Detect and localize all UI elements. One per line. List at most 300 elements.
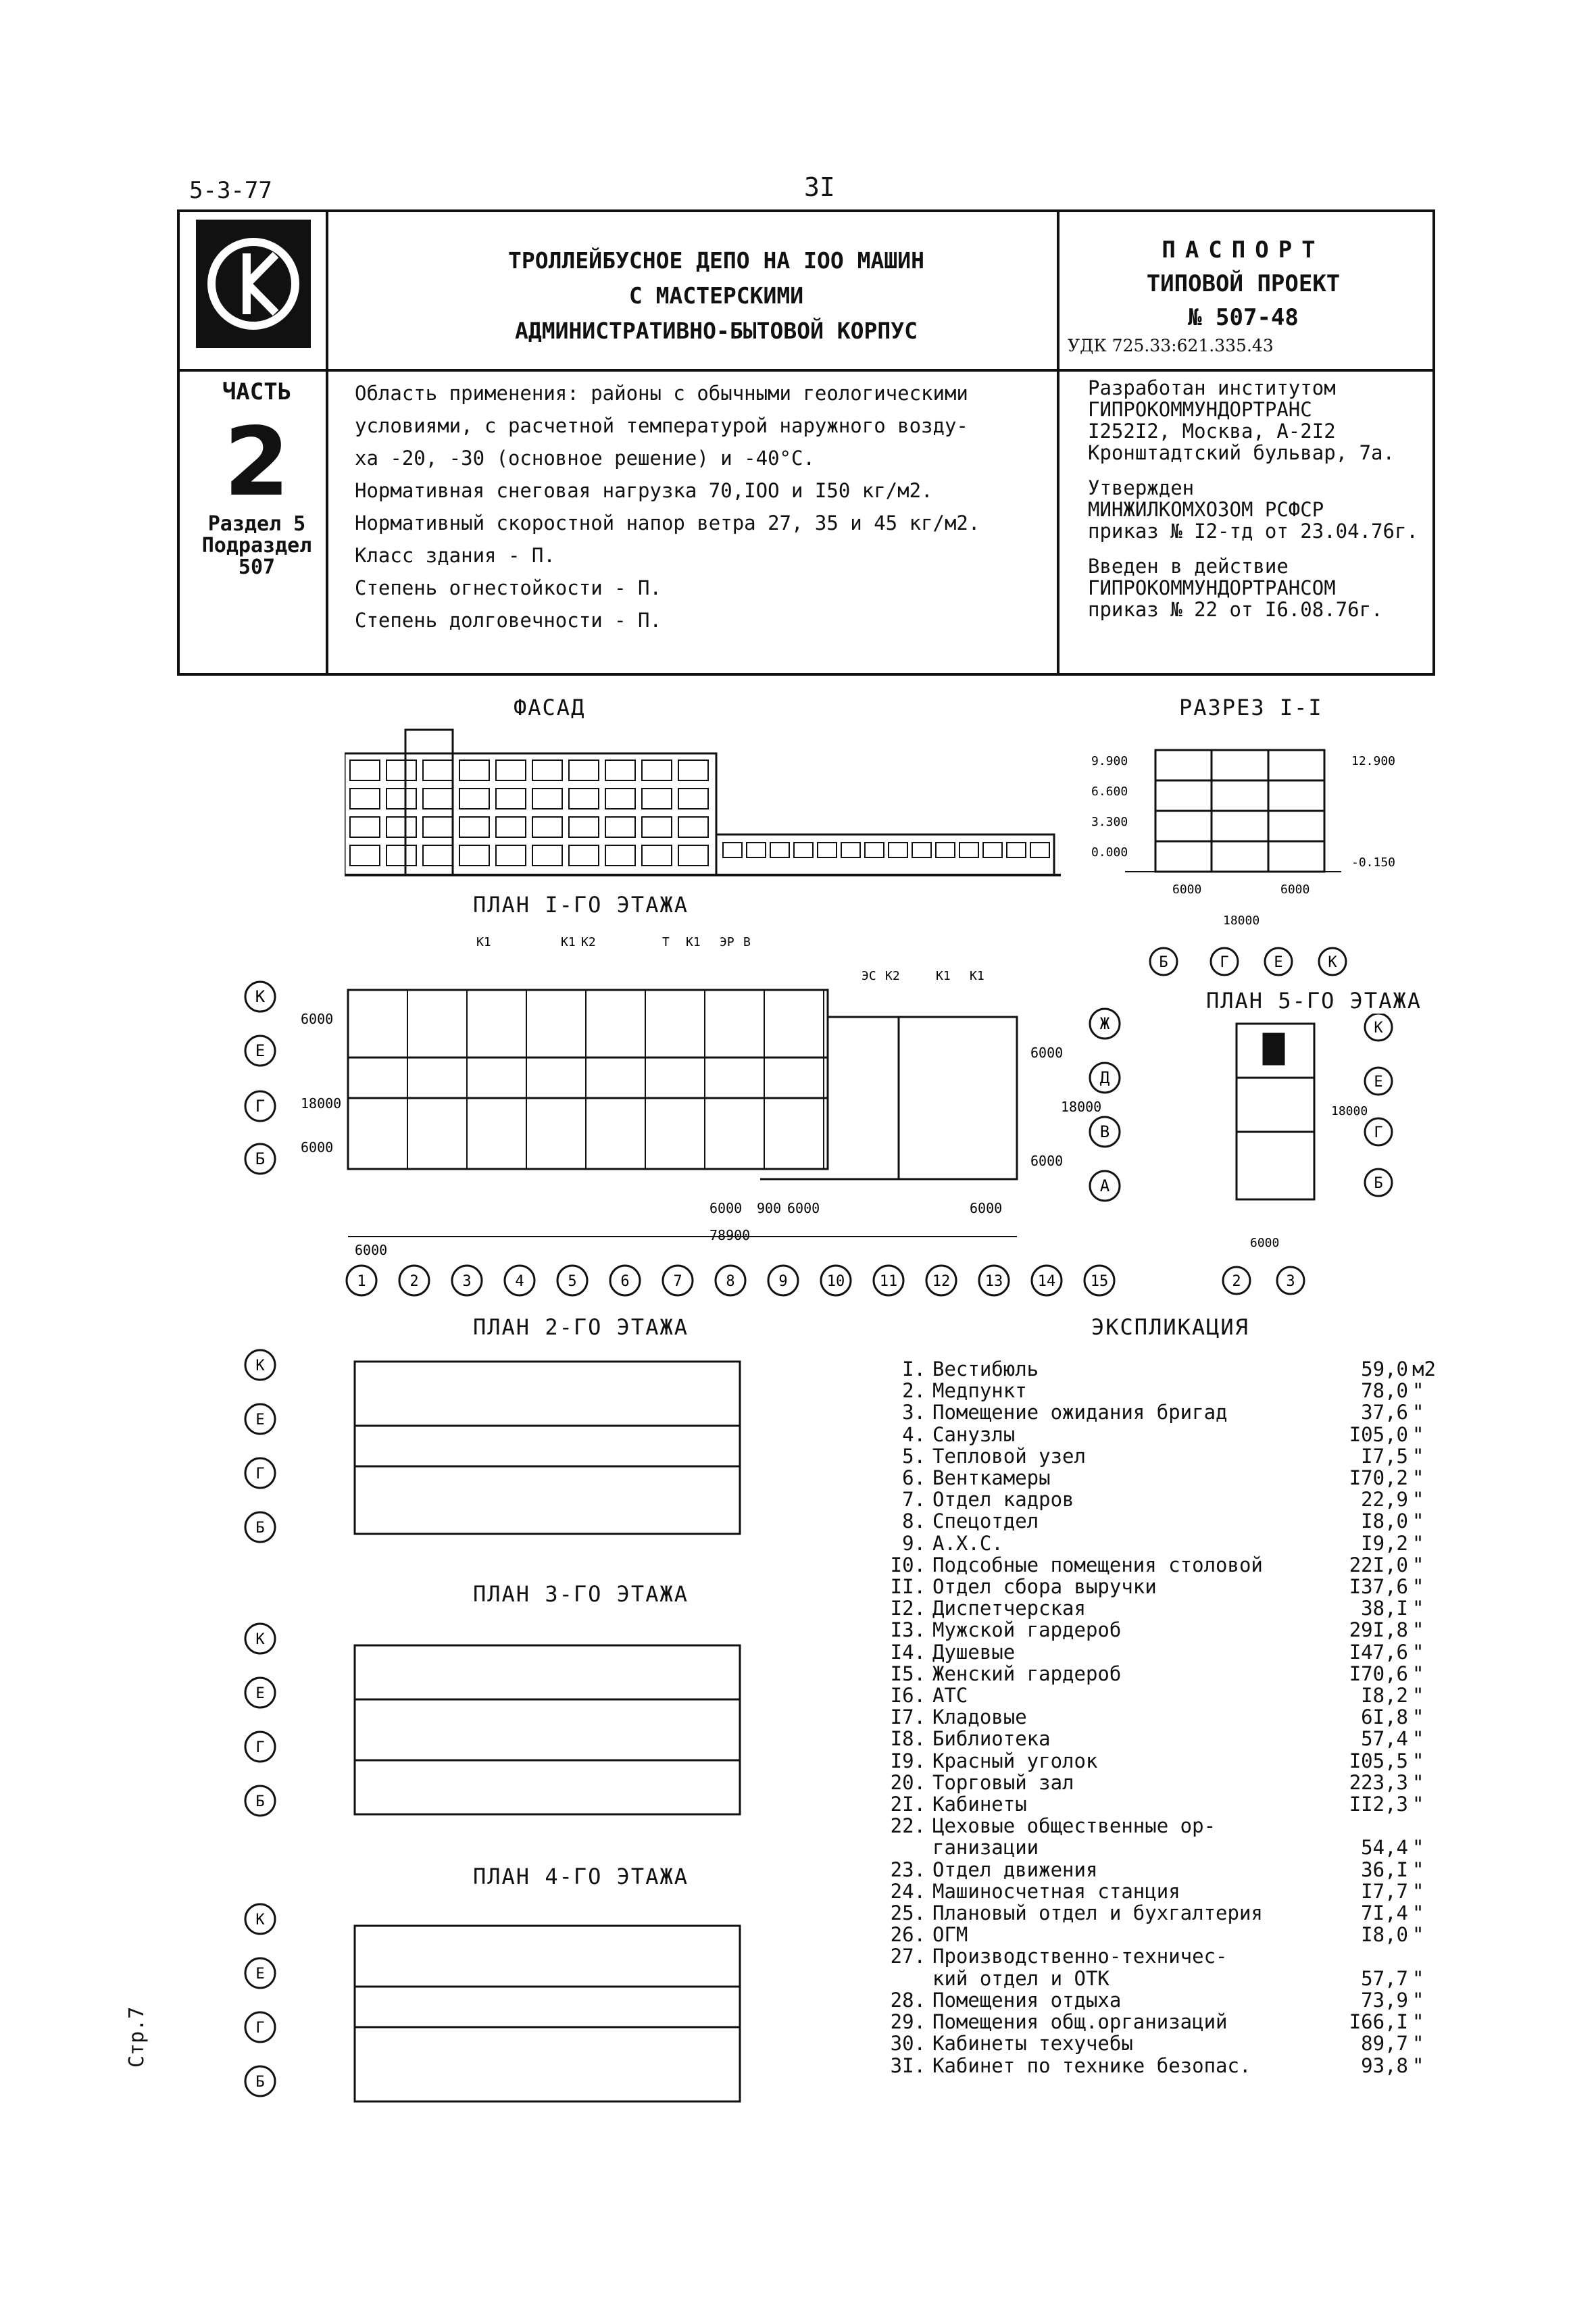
part-number: 2 [224, 407, 290, 518]
room-name: Диспетчерская [932, 1597, 1086, 1620]
room-name: ОГМ [932, 1923, 968, 1947]
facade-window [532, 760, 562, 780]
room-name: Тепловой узел [932, 1444, 1086, 1468]
axis-label: 2 [409, 1273, 419, 1290]
unit-mark: " [1412, 1618, 1424, 1642]
row-number: I8. [890, 1727, 926, 1751]
riser-mark: В [743, 935, 751, 949]
udk-code: УДК 725.33:621.335.43 [1068, 336, 1274, 355]
row-number: 3. [902, 1401, 926, 1424]
explication-row [878, 1859, 1439, 1881]
room-area: 37,6 [1361, 1401, 1408, 1424]
facade-window [386, 845, 416, 866]
row-number: I. [902, 1358, 926, 1380]
room-name: Спецотдел [932, 1510, 1039, 1533]
axis-label: К [255, 1358, 265, 1374]
room-name: Кладовые [932, 1706, 1027, 1729]
axis-label: Д [1099, 1068, 1110, 1087]
level-mark: 0.000 [1091, 845, 1128, 860]
room-name: Отдел кадров [932, 1488, 1074, 1512]
facade-window [569, 845, 599, 866]
dim-label: 6000 [1030, 1045, 1064, 1061]
plan2-drawing [240, 1345, 780, 1561]
room-area: 7I,4 [1361, 1901, 1408, 1925]
riser-mark: К1 [686, 935, 701, 949]
room-area: 59,0 [1361, 1358, 1408, 1380]
riser-mark: ЭР [720, 935, 734, 949]
facade-drawing [345, 726, 1061, 882]
side-note: Стр.7 [125, 2006, 149, 2068]
explication-row [878, 1902, 1439, 1924]
axis-label: Е [1274, 954, 1283, 971]
facade-window [642, 789, 672, 809]
axis-label: 10 [826, 1273, 845, 1290]
row-number: 25. [890, 1901, 926, 1925]
level-mark: 3.300 [1091, 815, 1128, 829]
explication-row [878, 1641, 1439, 1663]
room-area: 29I,8 [1349, 1618, 1408, 1642]
facade-window [423, 845, 453, 866]
row-number: 27. [890, 1945, 926, 1968]
room-name: Кабинет по технике безопас. [932, 2053, 1251, 2077]
explication-row [878, 1467, 1439, 1489]
facade-window [865, 843, 884, 857]
room-name: Красный уголок [932, 1749, 1098, 1772]
axis-label: 3 [1286, 1273, 1295, 1290]
axis-label: Б [255, 1149, 266, 1168]
unit-mark: " [1412, 1640, 1424, 1664]
facade-window [936, 843, 955, 857]
section-axes [1149, 897, 1372, 978]
axis-label: 2 [1232, 1273, 1241, 1290]
dev-line: Кронштадтский бульвар, 7а. [1088, 441, 1395, 464]
riser-mark: ЭС [862, 969, 876, 983]
unit-mark: " [1412, 2010, 1424, 2034]
unit-mark: " [1412, 1466, 1424, 1490]
plan1-drawing [240, 929, 1145, 1308]
riser-mark: Т [662, 935, 670, 949]
unit-mark: " [1412, 1488, 1424, 1512]
room-name: Венткамеры [932, 1466, 1051, 1490]
explication-row [878, 1445, 1439, 1467]
facade-window [1030, 843, 1049, 857]
room-area: II2,3 [1349, 1793, 1408, 1816]
explication-row [878, 1945, 1439, 1989]
unit-mark: " [1412, 2053, 1424, 2077]
plan3-drawing [240, 1618, 780, 1835]
row-number: 30. [890, 2032, 926, 2056]
unit-mark: " [1412, 1836, 1424, 1860]
room-name: Женский гардероб [932, 1662, 1122, 1685]
room-name: Санузлы [932, 1422, 1016, 1446]
passport-block [1061, 233, 1426, 334]
axis-label: Б [1159, 954, 1168, 971]
facade-window [983, 843, 1002, 857]
facade-window [532, 789, 562, 809]
axis-label: Г [1374, 1124, 1383, 1141]
row-number: 3I. [890, 2053, 926, 2077]
dim-label: 6000 [1250, 1236, 1280, 1250]
axis-label: Е [255, 1412, 265, 1428]
unit-mark: " [1412, 1444, 1424, 1468]
explication-row [878, 1358, 1439, 1380]
document-code: 5-3-77 [189, 177, 272, 204]
dim-label: 6000 [301, 1011, 334, 1027]
room-area: I9,2 [1361, 1531, 1408, 1555]
room-name: Помещения общ.организаций [932, 2010, 1228, 2034]
explication-row [878, 1401, 1439, 1423]
riser-mark: К1 [970, 969, 984, 983]
riser-mark: К1 [476, 935, 491, 949]
scope-line: Область применения: районы с обычными геологическими [355, 382, 968, 405]
room-name: Помещения отдыха [932, 1988, 1122, 2012]
enacted-line: ГИПРОКОММУНДОРТРАНСОМ [1088, 576, 1336, 599]
explication-row [878, 1619, 1439, 1641]
axis-label: А [1099, 1176, 1110, 1195]
explication-heading: ЭКСПЛИКАЦИЯ [1091, 1314, 1249, 1340]
room-area: I7,7 [1361, 1879, 1408, 1903]
row-number: 28. [890, 1988, 926, 2012]
plan1-heading: ПЛАН I-ГО ЭТАЖА [473, 892, 689, 918]
unit-mark: " [1412, 1510, 1424, 1533]
room-name: Кабинеты [932, 1793, 1027, 1816]
facade-window [532, 845, 562, 866]
dim-label: 18000 [1223, 914, 1260, 928]
plan4-heading: ПЛАН 4-ГО ЭТАЖА [473, 1864, 689, 1889]
room-name: Торговый зал [932, 1770, 1074, 1794]
unit-mark: " [1412, 1684, 1424, 1708]
facade-window [794, 843, 813, 857]
title-line-3: АДМИНИСТРАТИВНО-БЫТОВОЙ КОРПУС [514, 318, 918, 344]
axis-label: К [255, 1912, 265, 1928]
facade-window [642, 760, 672, 780]
row-number: 5. [902, 1444, 926, 1468]
row-number: II. [890, 1575, 926, 1599]
room-area: 223,3 [1349, 1770, 1408, 1794]
explication-row [878, 1576, 1439, 1597]
unit-mark: " [1412, 1379, 1424, 1403]
plan4-drawing [240, 1899, 780, 2122]
dim-label: 18000 [301, 1095, 342, 1112]
row-number: I9. [890, 1749, 926, 1772]
part-label: ЧАСТЬ [222, 378, 292, 405]
facade-heading: ФАСАД [514, 695, 586, 720]
unit-mark: " [1412, 1597, 1424, 1620]
facade-window [350, 760, 380, 780]
facade-window [889, 843, 907, 857]
riser-mark: К2 [581, 935, 596, 949]
unit-mark: " [1412, 1706, 1424, 1729]
explication-row [878, 1685, 1439, 1706]
facade-window [1007, 843, 1026, 857]
row-number: 7. [902, 1488, 926, 1512]
facade-window [747, 843, 766, 857]
row-number: 20. [890, 1770, 926, 1794]
room-name: Библиотека [932, 1727, 1051, 1751]
room-name: Помещение ожидания бригад [932, 1401, 1228, 1424]
explication-row [878, 2011, 1439, 2033]
explication-row [878, 1881, 1439, 1902]
facade-window [770, 843, 789, 857]
room-area: 89,7 [1361, 2032, 1408, 2056]
facade-window [678, 760, 708, 780]
project-number: № 507-48 [1188, 304, 1299, 331]
section-drawing [1084, 743, 1422, 899]
axis-label: 1 [357, 1273, 366, 1290]
room-area: 93,8 [1361, 2053, 1408, 2077]
room-area: I8,0 [1361, 1923, 1408, 1947]
row-number: 2I. [890, 1793, 926, 1816]
title-line-1: ТРОЛЛЕЙБУСНОЕ ДЕПО НА IOO МАШИН [508, 247, 924, 274]
facade-window [642, 817, 672, 837]
unit-mark: " [1412, 1793, 1424, 1816]
dim-label: 6000 [1172, 882, 1202, 897]
facade-window [350, 789, 380, 809]
explication-row [878, 1510, 1439, 1532]
facade-window [569, 789, 599, 809]
axis-label: Е [255, 1041, 266, 1060]
axis-label: 7 [673, 1273, 682, 1290]
axis-label: Б [255, 2074, 265, 2091]
axis-label: 5 [568, 1273, 577, 1290]
axis-label: Е [255, 1966, 265, 1983]
part-block [182, 378, 331, 578]
unit-mark: " [1412, 1401, 1424, 1424]
facade-window [496, 817, 526, 837]
axis-label: К [1374, 1020, 1383, 1037]
room-name: АТС [932, 1684, 968, 1708]
room-name: Кабинеты техучебы [932, 2032, 1133, 2056]
passport-heading: ПАСПОРТ [1162, 237, 1325, 264]
room-name: Плановый отдел и бухгалтерия [932, 1901, 1263, 1925]
project-title [378, 243, 1054, 349]
scope-line: Нормативная снеговая нагрузка 70,IOO и I50 кг/м2. [355, 479, 933, 502]
facade-window [959, 843, 978, 857]
axis-label: Е [1374, 1074, 1383, 1091]
facade-window [678, 845, 708, 866]
row-number: 2. [902, 1379, 926, 1403]
plan5-drawing [1210, 1014, 1412, 1304]
unit-mark: м2 [1412, 1358, 1436, 1380]
axis-label: 13 [984, 1273, 1003, 1290]
page-number: 3I [804, 172, 835, 202]
riser-mark: К2 [885, 969, 900, 983]
room-name: Отдел сбора выручки [932, 1575, 1157, 1599]
room-area: 22,9 [1361, 1488, 1408, 1512]
enacted-line: приказ № 22 от I6.08.76г. [1088, 598, 1383, 621]
room-name: Производственно-техничес- кий отдел и ОТК [932, 1945, 1228, 1990]
facade-window [605, 845, 635, 866]
facade-window [605, 760, 635, 780]
explication-row [878, 1750, 1439, 1772]
level-mark: 12.900 [1351, 754, 1396, 768]
row-number: I3. [890, 1618, 926, 1642]
room-area: 6I,8 [1361, 1706, 1408, 1729]
facade-window [605, 817, 635, 837]
facade-window [386, 817, 416, 837]
room-area: I8,2 [1361, 1684, 1408, 1708]
unit-mark: " [1412, 1531, 1424, 1555]
scope-line: ха -20, -30 (основное решение) и -40°С. [355, 447, 815, 470]
dim-label: 6000 [1280, 882, 1310, 897]
axis-label: К [255, 987, 266, 1006]
room-area: I05,5 [1349, 1749, 1408, 1772]
unit-mark: " [1412, 1662, 1424, 1685]
axis-label: 8 [726, 1273, 735, 1290]
row-number: I6. [890, 1684, 926, 1708]
room-area: 57,7 [1361, 1966, 1408, 1990]
dim-label: 6000 [970, 1200, 1003, 1216]
facade-window [723, 843, 742, 857]
room-area: I05,0 [1349, 1422, 1408, 1446]
title-line-2: С МАСТЕРСКИМИ [628, 282, 804, 309]
facade-window [350, 845, 380, 866]
dim-label: 18000 [1061, 1099, 1102, 1115]
room-area: I7,5 [1361, 1444, 1408, 1468]
row-number: 9. [902, 1531, 926, 1555]
approved-line: приказ № I2-тд от 23.04.76г. [1088, 520, 1418, 543]
axis-label: В [1099, 1122, 1110, 1141]
facade-window [532, 817, 562, 837]
axis-label: Б [255, 1793, 265, 1810]
explication-row [878, 1554, 1439, 1576]
facade-window [423, 817, 453, 837]
axis-label: 14 [1037, 1273, 1056, 1290]
facade-window [459, 789, 489, 809]
scope-line: Класс здания - П. [355, 544, 555, 567]
room-name: Душевые [932, 1640, 1016, 1664]
unit-mark: " [1412, 1770, 1424, 1794]
axis-label: Г [255, 2020, 265, 2037]
dim-label: 6000 [355, 1242, 388, 1258]
unit-mark: " [1412, 1858, 1424, 1881]
explication-row [878, 1424, 1439, 1445]
room-name: Медпункт [932, 1379, 1027, 1403]
explication-row [878, 1663, 1439, 1685]
room-area: 73,9 [1361, 1988, 1408, 2012]
row-number: 6. [902, 1466, 926, 1490]
axis-label: К [255, 1631, 265, 1648]
row-number: 22. [890, 1814, 926, 1838]
axis-label: 11 [879, 1273, 898, 1290]
unit-mark: " [1412, 1988, 1424, 2012]
facade-window [496, 760, 526, 780]
dim-label: 6000 [1030, 1153, 1064, 1169]
scope-text [355, 377, 1064, 637]
axis-label: 12 [932, 1273, 951, 1290]
explication-row [878, 1989, 1439, 2011]
riser-mark: К1 [936, 969, 951, 983]
developer-block [1088, 377, 1439, 620]
dim-label: 78900 [709, 1227, 751, 1243]
room-area: 78,0 [1361, 1379, 1408, 1403]
facade-window [605, 789, 635, 809]
room-name: Машиносчетная станция [932, 1879, 1180, 1903]
room-area: 38,I [1361, 1597, 1408, 1620]
plan5-heading: ПЛАН 5-ГО ЭТАЖА [1206, 988, 1422, 1014]
facade-window [818, 843, 837, 857]
level-mark: 9.900 [1091, 754, 1128, 768]
axis-label: К [1328, 954, 1337, 971]
room-name: Отдел движения [932, 1858, 1098, 1881]
dev-line: I252I2, Москва, А-2I2 [1088, 420, 1336, 443]
scope-line: Степень долговечности - П. [355, 609, 662, 632]
subsection-label: Подраздел [201, 534, 312, 557]
facade-window [678, 817, 708, 837]
explication-row [878, 1772, 1439, 1793]
room-name: Мужской гардероб [932, 1618, 1122, 1642]
row-number: I0. [890, 1553, 926, 1576]
axis-label: 9 [778, 1273, 788, 1290]
explication-row [878, 1728, 1439, 1749]
facade-window [350, 817, 380, 837]
level-mark: 6.600 [1091, 785, 1128, 799]
explication-row [878, 1793, 1439, 1815]
row-number: 8. [902, 1510, 926, 1533]
room-name: Цеховые общественные ор- ганизации [932, 1814, 1216, 1860]
row-number: I4. [890, 1640, 926, 1664]
facade-window [569, 760, 599, 780]
explication-row [878, 2033, 1439, 2054]
row-number: I5. [890, 1662, 926, 1685]
room-area: I37,6 [1349, 1575, 1408, 1599]
plan2-heading: ПЛАН 2-ГО ЭТАЖА [473, 1314, 689, 1340]
plan3-heading: ПЛАН 3-ГО ЭТАЖА [473, 1581, 689, 1607]
unit-mark: " [1412, 1923, 1424, 1947]
room-area: I47,6 [1349, 1640, 1408, 1664]
facade-window [496, 789, 526, 809]
axis-label: Г [255, 1466, 265, 1483]
subsection-number: 507 [238, 555, 276, 579]
axis-label: Б [1374, 1175, 1383, 1192]
explication-row [878, 1924, 1439, 1945]
unit-mark: " [1412, 1966, 1424, 1990]
scope-line: Нормативный скоростной напор ветра 27, 35 и 45 кг/м2. [355, 512, 980, 534]
facade-window [642, 845, 672, 866]
room-area: I70,6 [1349, 1662, 1408, 1685]
dim-label: 6000 [709, 1200, 743, 1216]
explication-table [878, 1358, 1439, 2076]
room-name: А.Х.С. [932, 1531, 1003, 1555]
section-heading: РАЗРЕЗ I-I [1179, 695, 1323, 720]
row-number: I7. [890, 1706, 926, 1729]
axis-label: Е [255, 1685, 265, 1702]
unit-mark: " [1412, 1901, 1424, 1925]
explication-row [878, 1489, 1439, 1510]
room-name: Подсобные помещения столовой [932, 1553, 1263, 1576]
axis-label: Ж [1099, 1014, 1110, 1033]
axis-label: Б [255, 1520, 265, 1537]
row-number: 23. [890, 1858, 926, 1881]
axis-label: 4 [515, 1273, 524, 1290]
facade-window [386, 760, 416, 780]
explication-row [878, 2055, 1439, 2076]
facade-window [496, 845, 526, 866]
row-number: I2. [890, 1597, 926, 1620]
facade-window [423, 789, 453, 809]
room-area: 57,4 [1361, 1727, 1408, 1751]
room-area: I70,2 [1349, 1466, 1408, 1490]
unit-mark: " [1412, 1575, 1424, 1599]
scope-line: Степень огнестойкости - П. [355, 576, 662, 599]
dim-label: 18000 [1331, 1104, 1368, 1118]
room-area: I66,I [1349, 2010, 1408, 2034]
approved-line: Утвержден [1088, 476, 1195, 499]
logo-icon [196, 220, 311, 348]
row-number: 24. [890, 1879, 926, 1903]
room-area: 36,I [1361, 1858, 1408, 1881]
unit-mark: " [1412, 1422, 1424, 1446]
